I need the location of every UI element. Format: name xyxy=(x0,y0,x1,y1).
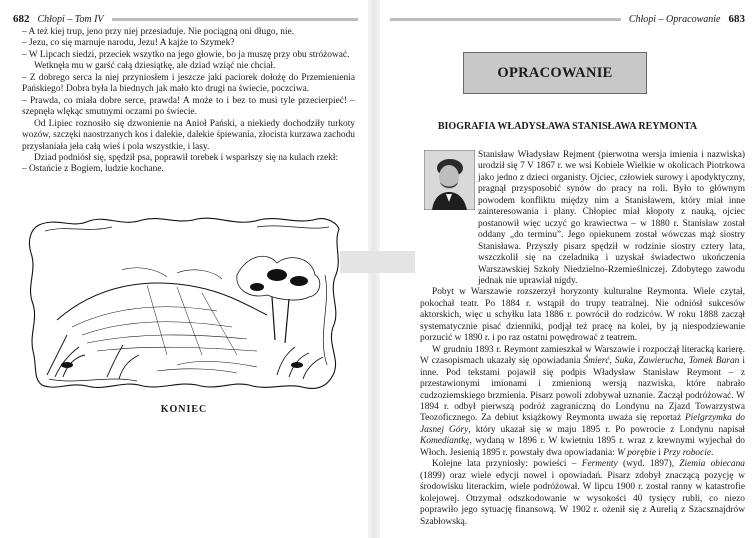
left-page-header xyxy=(13,13,358,25)
paragraph: – W Lipcach siedzi, przeciek wszytko na jego głowie, bo ja muszę przy obu stróżować. xyxy=(22,49,350,60)
running-title: Chłopi – Tom IV xyxy=(37,13,104,25)
paragraph: – A też kiej trup, jeno przy niej przesiaduje. Nie pociągną oni długo, nie. xyxy=(22,27,295,37)
paragraph: – Jezu, co się marnuje narodu, Jezu! A kajże to Szymek? xyxy=(22,38,235,49)
paragraph: – Prawda, co miała dobre serce, prawda! A może to i bez to musi tyle przecierpieć! – szepnęła wlękąc smutnymi oczami po świecie. xyxy=(22,95,355,118)
biography-text xyxy=(420,150,745,528)
paragraph: Od Lipiec roznosiło się dzwonienie na Anioł Pański, a niekiedy dochodziły turkoty wozów, szczęki naostrzanych kos i dalekie, dalekie śpiewania, złocista kurzawa zachodu przysłaniała jeła całą wieś i pola wszystkie, i lasy. xyxy=(22,118,355,152)
paragraph: W grudniu 1893 r. Reymont zamieszkał w Warszawie i rozpoczął literacką karierę. W czasopismach ukazały się opowiadania Śmierć, Suka, Zawierucha, Tomek Baran i inne. Pod tekstami pojawił się podpis Władysław Stanisław Reymont – z przestawionymi imionami i zmienioną wersją nazwiska, które nabrało cudzoziemskiego brzmienia. Pisarz powoli zdobywał uznanie. Zaczął podróżować. W 1894 r. odbył pierwszą podróż zagraniczną do Londynu na Zjazd Towarzystwa Teozoficznego. Za debiut książkowy Reymonta uważa się reportaż Pielgrzymka do Jasnej Góry, który ukazał się w maju 1895 r. Po powrocie z Londynu napisał Komediantkę, wydaną w 1896 r. W kwietniu 1895 r. wraz z krewnymi wyjechał do Włoch. Jesienią 1895 r. powstały dwa opowiadania: W porębie i Przy robocie. xyxy=(420,344,745,458)
left-page-text xyxy=(22,27,355,176)
paragraph: – Ostańcie z Bogiem, ludzie kochane. xyxy=(22,164,164,175)
paragraph: Kolejne lata przyniosły: powieści – Fermenty (wyd. 1897), Ziemia obiecana (1899) oraz wiele edycji nowel i opowiadań. Pisarz zdobył znaczącą pozycję w środowisku literackim, wiele podróżował. W lipcu 1900 r. został ranny w katastrofie kolejowej. Otrzymał odszkodowanie w wysokości 40 tysięcy rubli, co niezo poprawiło jego sytuację finansową. W 1902 r. ożenił się z Aurelią z Szacsznajdrów Szabłowską. xyxy=(420,459,745,527)
landscape-illustration xyxy=(27,215,345,393)
paragraph: Dziad podniósł się, spędził psa, poprawił torebek i wsparłszy się na kulach rzekł: xyxy=(34,152,339,163)
chapter-subtitle: BIOGRAFIA WŁADYSŁAWA STANISŁAWA REYMONTA xyxy=(437,121,698,132)
paragraph: – Z dobrego serca la niej przyniosłem i jeszcze jaki paciorek dołożę do Przemienienia Pańskiego! Dobra była la biednych jak mało kto drugi na świecie, poczciwa. xyxy=(22,72,355,95)
left-page xyxy=(0,0,368,538)
page-number: 682 xyxy=(13,13,30,25)
paragraph: Stanisław Władysław Rejment (pierwotna wersja imienia i nazwiska) urodził się 7 V 1867 r. we wsi Kobiele Wielkie w okolicach Piotrkowa jako jedno z dzieci organisty. Ojciec, człowiek surowy i apodyktyczny, pragnął przysposobić synów do pracy na roli. Było to głównym powodem konfliktu między nim a Stanisławem, który miał inne zainteresowania i plany. Chłopiec miał kłopoty z nauką, ojciec postanowił więc uczyć go krawiectwa – w 1880 r. Stanisław został oddany „do terminu”. Jego opiekunem został wówczas mąż siostry Stanisława. Przyszły pisarz spędził w rodzinie siostry cztery lata, wszczkolił się na czeladnika i uzyskał świadectwo ukończenia Warszawskiej Szkoły Niedzielno-Rzemieślniczej. Zdobytego zawodu jednak nie uprawiał nigdy. xyxy=(478,150,745,286)
running-title: Chłopi – Opracowanie xyxy=(628,13,721,25)
end-label: KONIEC xyxy=(160,404,208,415)
scan-gutter-strip xyxy=(340,251,415,273)
section-title-box xyxy=(463,52,647,94)
paragraph: Wetknęła mu w garść całą dziesiątkę, ale dziad wziąć nie chciał. xyxy=(34,61,276,72)
page-number: 683 xyxy=(728,13,745,25)
section-title: OPRACOWANIE xyxy=(497,64,613,81)
paragraph: Pobyt w Warszawie rozszerzył horyzonty kulturalne Reymonta. Wiele czytał, pokochał teatr. Po 1884 r. wstąpił do trupy teatralnej. Nie odniósł sukcesów aktorskich, więc u schyłku lata 1886 r. powrócił do rodziców. W roku 1888 zaczął systematycznie pisać dzienniki, podjął też pracę na kolei, by ją niespodziewanie porzucić w 1890 r. i po raz ostatni powędrować z teatrem. xyxy=(420,287,745,344)
header-rule xyxy=(390,18,621,21)
right-page xyxy=(380,0,755,538)
right-page-header xyxy=(390,13,745,25)
header-rule xyxy=(112,18,358,21)
